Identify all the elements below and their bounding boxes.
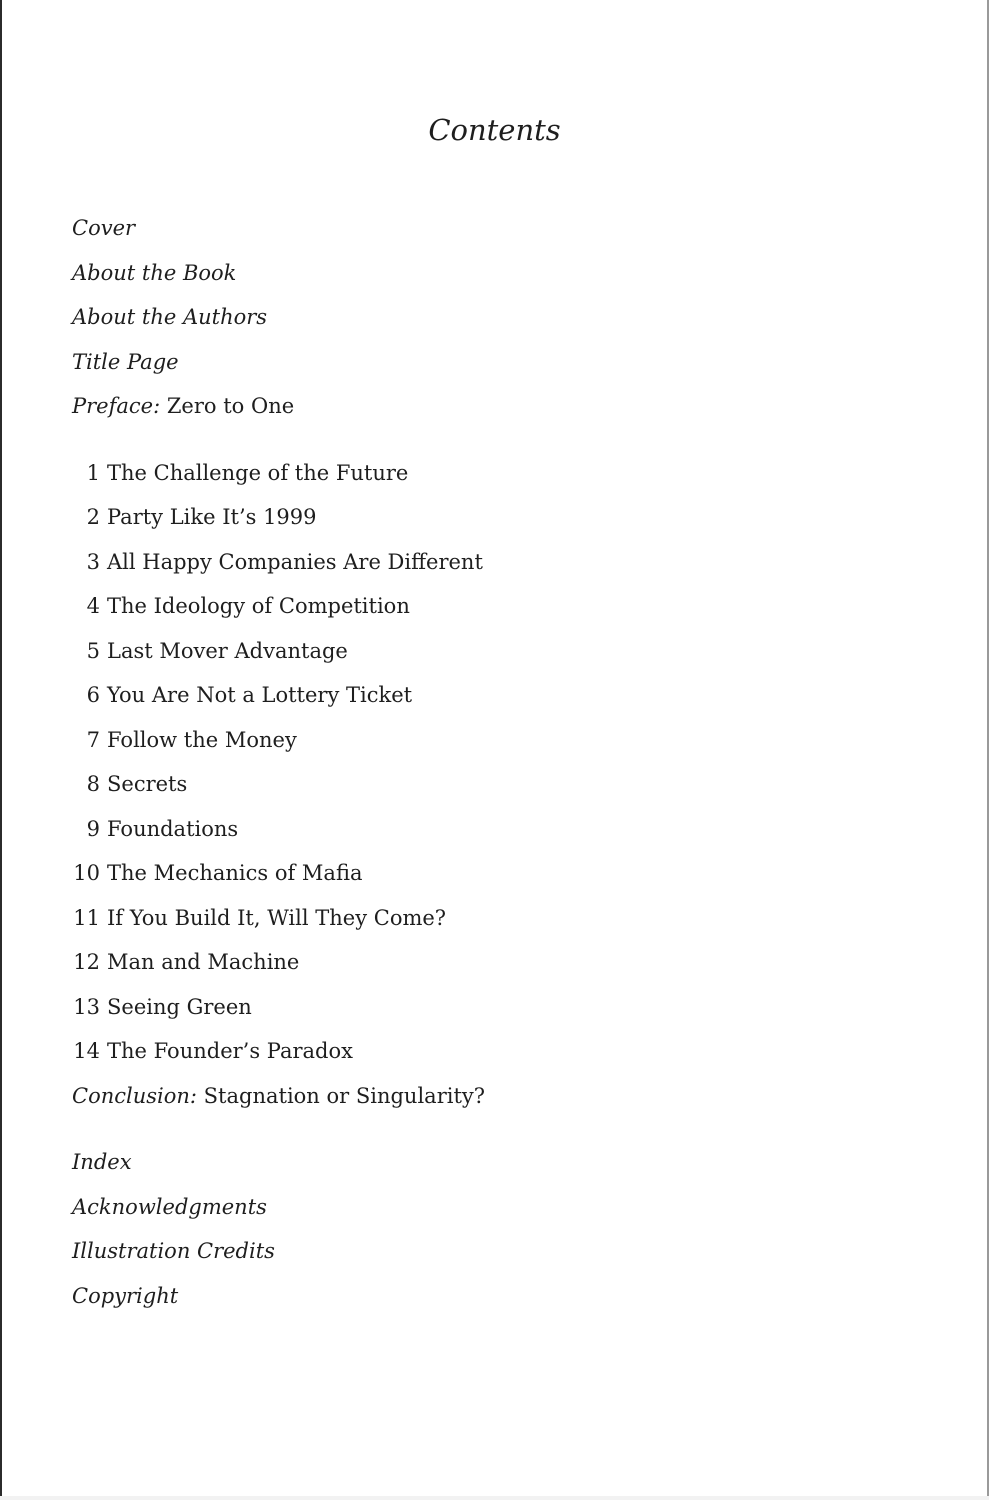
toc-entry-preface[interactable]	[72, 384, 987, 429]
chapter-number: 12	[73, 950, 100, 974]
chapter-number: 6	[86, 683, 100, 707]
chapter-title: Man and Machine	[107, 950, 300, 974]
toc-entry-conclusion[interactable]	[72, 1074, 987, 1119]
chapter-title: If You Build It, Will They Come?	[107, 905, 447, 930]
table-of-contents	[2, 206, 987, 1318]
toc-entry-chapter-11[interactable]	[72, 896, 987, 941]
toc-entry-copyright[interactable]: Copyright	[72, 1283, 179, 1308]
toc-entry-chapter-7[interactable]	[72, 718, 987, 763]
toc-entry-chapter-8[interactable]	[72, 762, 987, 807]
toc-entry-chapter-6[interactable]	[72, 673, 987, 718]
toc-entry-about-the-book[interactable]: About the Book	[72, 260, 237, 285]
toc-entry-chapter-14[interactable]	[72, 1029, 987, 1074]
toc-entry-chapter-10[interactable]	[72, 851, 987, 896]
chapter-number: 5	[86, 638, 100, 663]
chapter-title: The Mechanics of Mafia	[107, 861, 363, 885]
toc-entry-chapter-9[interactable]	[72, 807, 987, 852]
toc-end-matter	[72, 1140, 987, 1318]
chapter-title: Seeing Green	[107, 994, 252, 1019]
chapter-number: 8	[86, 772, 100, 796]
chapter-title: Last Mover Advantage	[107, 638, 348, 663]
chapter-title: Secrets	[107, 772, 188, 796]
chapter-title: Party Like It’s 1999	[107, 505, 317, 529]
toc-entry-about-the-authors[interactable]: About the Authors	[72, 305, 268, 329]
toc-entry-chapter-12[interactable]	[72, 940, 987, 985]
chapter-title: You Are Not a Lottery Ticket	[107, 683, 413, 707]
toc-entry-index[interactable]: Index	[72, 1150, 132, 1174]
toc-entry-chapter-1[interactable]	[72, 451, 987, 496]
chapter-title: The Challenge of the Future	[107, 460, 409, 485]
chapter-title: All Happy Companies Are Different	[107, 549, 483, 574]
chapter-number: 2	[86, 505, 100, 529]
chapter-number: 11	[73, 905, 100, 930]
chapter-title: Foundations	[107, 816, 239, 841]
toc-entry-acknowledgments[interactable]: Acknowledgments	[72, 1194, 267, 1219]
page-bottom-strip	[0, 1496, 989, 1500]
chapter-number: 4	[86, 594, 100, 618]
preface-title: Zero to One	[166, 394, 295, 418]
chapter-number: 14	[73, 1039, 100, 1063]
chapter-number: 13	[73, 994, 100, 1019]
conclusion-title: Stagnation or Singularity?	[203, 1083, 486, 1108]
chapter-number: 7	[86, 727, 100, 752]
chapter-number: 9	[86, 816, 100, 841]
chapter-title: The Founder’s Paradox	[107, 1039, 353, 1063]
chapter-title: The Ideology of Competition	[107, 594, 410, 618]
preface-label: Preface:	[72, 394, 161, 418]
toc-chapters	[72, 451, 987, 1119]
toc-entry-chapter-3[interactable]	[72, 540, 987, 585]
chapter-title: Follow the Money	[107, 727, 297, 752]
chapter-number: 1	[86, 460, 100, 485]
chapter-number: 10	[73, 861, 100, 885]
toc-entry-chapter-2[interactable]	[72, 495, 987, 540]
toc-front-matter	[72, 206, 987, 429]
toc-entry-chapter-13[interactable]	[72, 985, 987, 1030]
toc-entry-chapter-4[interactable]	[72, 584, 987, 629]
toc-entry-chapter-5[interactable]	[72, 629, 987, 674]
conclusion-label: Conclusion:	[72, 1083, 197, 1108]
chapter-number: 3	[86, 549, 100, 574]
toc-entry-illustration-credits[interactable]: Illustration Credits	[72, 1239, 275, 1263]
toc-entry-cover[interactable]: Cover	[72, 216, 136, 240]
page-title: Contents	[428, 113, 561, 147]
toc-entry-title-page[interactable]: Title Page	[72, 349, 179, 374]
